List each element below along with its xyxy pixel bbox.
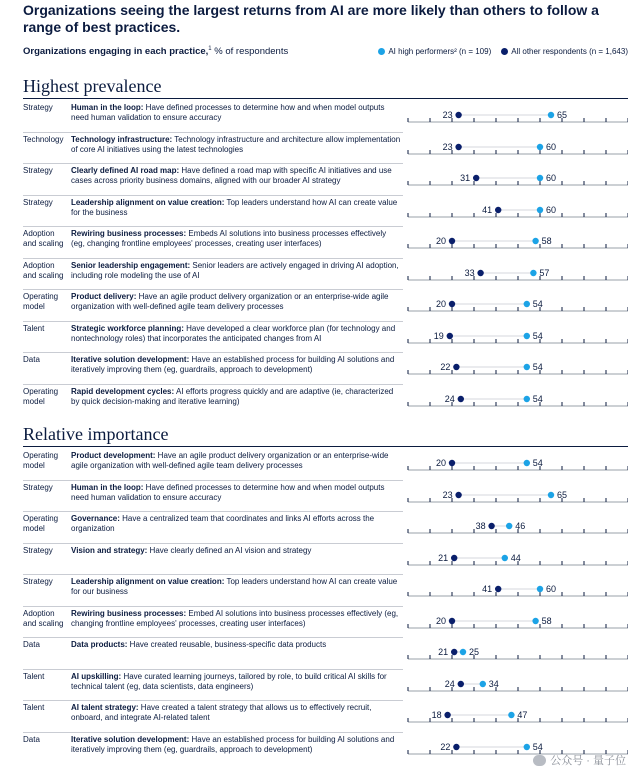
row-practice-text: Top leaders understand how AI can create value for our business (71, 577, 398, 596)
row-practice-text: Have clearly defined an AI vision and strategy (147, 545, 312, 555)
subtitle-bold: Organizations engaging in each practice, (23, 46, 209, 58)
table-row (23, 226, 628, 258)
value-label-other: 41 (482, 204, 493, 215)
section-title: Relative importance (23, 424, 169, 444)
value-label-high: 60 (546, 204, 557, 215)
row-practice-text: Have created a talent strategy that allows us to effectively recruit, onboard, and integrate AI-related talent (71, 703, 372, 722)
row-practice-text: Have developed a clear workforce plan (for technology and nontechnology roles) that incorporates the anticipated changes from AI (71, 323, 396, 343)
value-label-high: 54 (532, 299, 543, 309)
value-label-other: 23 (442, 141, 453, 152)
value-label-high: 25 (469, 647, 480, 657)
dot-other (449, 238, 455, 244)
row-category: Strategy (23, 197, 53, 207)
value-label-high: 54 (532, 362, 543, 372)
row-category: Operating model (23, 514, 59, 533)
row-practice-text: Have an agile product delivery organization or an enterprise-wide agile organization with well-defined agile team delivery processes (71, 451, 389, 470)
row-practice-label: Senior leadership engagement: (71, 260, 191, 270)
value-label-other: 21 (438, 647, 449, 657)
dot-other (451, 649, 457, 655)
value-label-other: 24 (444, 393, 455, 404)
row-category: Talent (23, 323, 45, 333)
row-category: Strategy (23, 103, 53, 112)
dot-other (473, 175, 479, 181)
value-label-other: 18 (431, 710, 442, 720)
value-label-other: 41 (482, 584, 493, 594)
row-practice-text: Embed AI solutions into business processes effectively (eg, changing frontline employees' processes, creating user interfaces) (71, 608, 399, 628)
row-category: Data (23, 734, 40, 744)
row-category: Adoption and scaling (23, 608, 64, 628)
table-row (23, 511, 628, 543)
value-label-other: 33 (464, 267, 475, 278)
legend-item-high (378, 47, 491, 56)
row-practice-label: Human in the loop: (71, 482, 144, 492)
dot-high (524, 301, 530, 307)
value-label-other: 23 (442, 110, 453, 120)
subtitle (23, 46, 288, 57)
row-practice-label: Iterative solution development: (71, 734, 190, 744)
dot-other (455, 491, 461, 497)
legend-other-label: All other respondents (n = 1,643) (511, 47, 628, 56)
row-practice-text: Have an agile product delivery organization or an enterprise-wide agile organization with well-defined agile team delivery processes (71, 292, 389, 311)
table-row (23, 448, 628, 480)
table-row (23, 289, 628, 321)
dot-other (444, 712, 450, 718)
value-label-other: 31 (460, 173, 471, 183)
value-label-high: 60 (546, 584, 557, 594)
row-dot-plot (23, 163, 628, 195)
row-practice-label: Vision and strategy: (71, 545, 148, 555)
row-dot-plot (23, 352, 628, 384)
table-row (23, 132, 628, 164)
value-label-other: 23 (442, 489, 453, 500)
dot-high (537, 206, 543, 212)
row-practice-label: Rewiring business processes: (71, 229, 187, 238)
row-dot-plot (23, 195, 628, 227)
legend-item-other (501, 47, 628, 56)
row-practice-label: Product delivery: (71, 292, 137, 301)
row-dot-plot (23, 574, 628, 606)
row-category: Strategy (23, 166, 53, 175)
dot-other (458, 680, 464, 686)
row-dot-plot (23, 100, 628, 132)
row-practice-label: Data products: (71, 640, 128, 649)
value-label-other: 38 (475, 521, 486, 531)
row-practice-text: Have defined processes to determine how and when model outputs need human validation to ensure accuracy (71, 103, 385, 122)
row-practice-label: Leadership alignment on value creation: (71, 197, 225, 207)
value-label-high: 54 (532, 458, 543, 468)
row-category: Adoption and scaling (23, 229, 64, 248)
row-practice-text: AI efforts progress quickly and are adaptive (ie, characterized by quick decision-making and iterative learning) (71, 386, 394, 406)
row-dot-plot (23, 637, 628, 669)
dot-high (532, 238, 538, 244)
dot-other (495, 206, 501, 212)
table-row (23, 606, 628, 638)
value-label-high: 58 (541, 236, 552, 246)
dot-other (455, 143, 461, 149)
row-practice-text: Have an established process for building AI solutions and iteratively improving them (eg, guardrails, approach to development) (71, 734, 395, 754)
value-label-other: 22 (440, 741, 451, 752)
dot-other (477, 269, 483, 275)
value-label-high: 54 (532, 330, 543, 341)
dot-high (537, 586, 543, 592)
dot-other (453, 364, 459, 370)
row-practice-text: Have defined a road map with specific AI initiatives and use cases across priority business domains, aligned with our broader AI strategy (71, 166, 392, 185)
table-row (23, 384, 628, 416)
watermark-text: 公众号 · 量子位 (550, 755, 626, 767)
dot-high (506, 523, 512, 529)
value-label-high: 34 (488, 678, 499, 689)
dot-high (532, 617, 538, 623)
table-row (23, 163, 628, 195)
row-practice-label: Clearly defined AI road map: (71, 166, 180, 175)
table-row (23, 321, 628, 353)
watermark (533, 752, 626, 768)
value-label-other: 22 (440, 362, 451, 372)
subtitle-row (23, 46, 628, 60)
row-dot-plot (23, 132, 628, 164)
dot-other (455, 112, 461, 118)
value-label-high: 60 (546, 173, 557, 183)
row-practice-text: Have created reusable, business-specific data products (127, 640, 327, 649)
value-label-other: 20 (435, 458, 446, 468)
value-label-other: 20 (435, 236, 446, 246)
row-practice-text: Have a centralized team that coordinates and links AI efforts across the organization (71, 514, 375, 533)
dot-high (460, 649, 466, 655)
legend (378, 47, 628, 56)
value-label-high: 57 (539, 267, 550, 278)
row-category: Strategy (23, 577, 53, 586)
dot-other (449, 301, 455, 307)
row-dot-plot (23, 289, 628, 321)
table-row (23, 700, 628, 732)
table-row (23, 480, 628, 512)
value-label-other: 24 (444, 678, 455, 689)
row-practice-label: Strategic workforce planning: (71, 323, 184, 333)
wechat-logo-icon (533, 755, 546, 766)
dot-high (524, 743, 530, 749)
row-dot-plot (23, 700, 628, 732)
row-dot-plot (23, 480, 628, 512)
dot-high (530, 269, 536, 275)
row-category: Operating model (23, 386, 59, 406)
dot-other (451, 554, 457, 560)
row-dot-plot (23, 321, 628, 353)
value-label-high: 60 (546, 141, 557, 152)
section-rule (23, 98, 628, 99)
row-practice-text: Top leaders understand how AI can create value for the business (71, 197, 398, 217)
value-label-high: 54 (532, 741, 543, 752)
dot-high (548, 491, 554, 497)
row-practice-text: Have defined processes to determine how and when model outputs need human validation to ensure accuracy (71, 482, 385, 502)
dot-high (502, 554, 508, 560)
dot-other (458, 395, 464, 401)
row-practice-label: Human in the loop: (71, 103, 144, 112)
row-practice-label: Iterative solution development: (71, 355, 190, 364)
dot-other (447, 332, 453, 338)
dot-other (449, 460, 455, 466)
row-category: Strategy (23, 545, 53, 555)
row-practice-text: Embeds AI solutions into business processes effectively (eg, changing frontline employees' processes, creating user interfaces) (71, 229, 387, 248)
subtitle-rest: % of respondents (214, 46, 289, 58)
row-practice-text: Senior leaders are actively engaged in driving AI adoption, including role modeling the use of AI (71, 260, 399, 280)
value-label-high: 46 (515, 521, 526, 531)
row-practice-label: Product development: (71, 451, 156, 460)
legend-other-dot-icon (501, 48, 508, 55)
dot-high (480, 680, 486, 686)
row-category: Operating model (23, 451, 59, 470)
row-dot-plot (23, 543, 628, 575)
row-practice-label: Rewiring business processes: (71, 608, 187, 618)
row-dot-plot (23, 669, 628, 701)
value-label-high: 44 (510, 552, 521, 563)
row-category: Data (23, 640, 40, 649)
row-practice-label: Rapid development cycles: (71, 386, 175, 396)
row-practice-text: Have an established process for building AI solutions and iteratively improving them (eg, guardrails, approach to development) (71, 355, 395, 374)
table-row (23, 258, 628, 290)
row-practice-text: Technology infrastructure and architecture allow implementation of core AI initiatives using the latest technologies (71, 134, 401, 154)
section-title: Highest prevalence (23, 76, 162, 96)
row-dot-plot (23, 226, 628, 258)
section-rule (23, 446, 628, 447)
legend-high-label: AI high performers² (n = 109) (388, 47, 492, 56)
dot-other (453, 743, 459, 749)
subtitle-footnote: 1 (208, 46, 212, 52)
row-practice-label: Governance: (71, 514, 120, 523)
row-category: Operating model (23, 292, 59, 311)
dot-high (548, 112, 554, 118)
row-category: Talent (23, 671, 45, 681)
table-row (23, 669, 628, 701)
table-row (23, 637, 628, 669)
row-practice-label: Leadership alignment on value creation: (71, 577, 225, 586)
row-dot-plot (23, 258, 628, 290)
dot-high (537, 143, 543, 149)
row-practice-text: Have curated learning journeys, tailored by role, to build critical AI skills for technical talent (eg, data scientists, data engineers) (71, 671, 387, 691)
chart-title: Organizations seeing the largest returns from AI are more likely than others to follow a range of best practices. (23, 2, 599, 35)
row-category: Data (23, 355, 40, 364)
table-row (23, 100, 628, 132)
row-practice-label: AI talent strategy: (71, 703, 139, 712)
dot-high (537, 175, 543, 181)
value-label-high: 47 (517, 710, 528, 720)
row-dot-plot (23, 511, 628, 543)
row-practice-label: AI upskilling: (71, 671, 122, 681)
row-category: Talent (23, 703, 45, 712)
row-dot-plot (23, 448, 628, 480)
dot-high (524, 460, 530, 466)
value-label-other: 21 (438, 552, 449, 563)
table-row (23, 543, 628, 575)
row-category: Adoption and scaling (23, 260, 64, 280)
value-label-high: 65 (557, 110, 568, 120)
row-category: Technology (23, 134, 64, 144)
row-practice-label: Technology infrastructure: (71, 134, 173, 144)
dot-other (495, 586, 501, 592)
value-label-high: 54 (532, 393, 543, 404)
value-label-high: 58 (541, 615, 552, 626)
dot-high (508, 712, 514, 718)
row-dot-plot (23, 606, 628, 638)
table-row (23, 195, 628, 227)
dot-other (488, 523, 494, 529)
row-category: Strategy (23, 482, 53, 492)
dot-high (524, 364, 530, 370)
table-row (23, 574, 628, 606)
dot-high (524, 395, 530, 401)
value-label-other: 20 (435, 299, 446, 309)
value-label-other: 19 (433, 330, 444, 341)
table-row (23, 352, 628, 384)
dot-high (524, 332, 530, 338)
value-label-other: 20 (435, 615, 446, 626)
row-dot-plot (23, 384, 628, 416)
dot-other (449, 617, 455, 623)
legend-high-dot-icon (378, 48, 385, 55)
value-label-high: 65 (557, 489, 568, 500)
